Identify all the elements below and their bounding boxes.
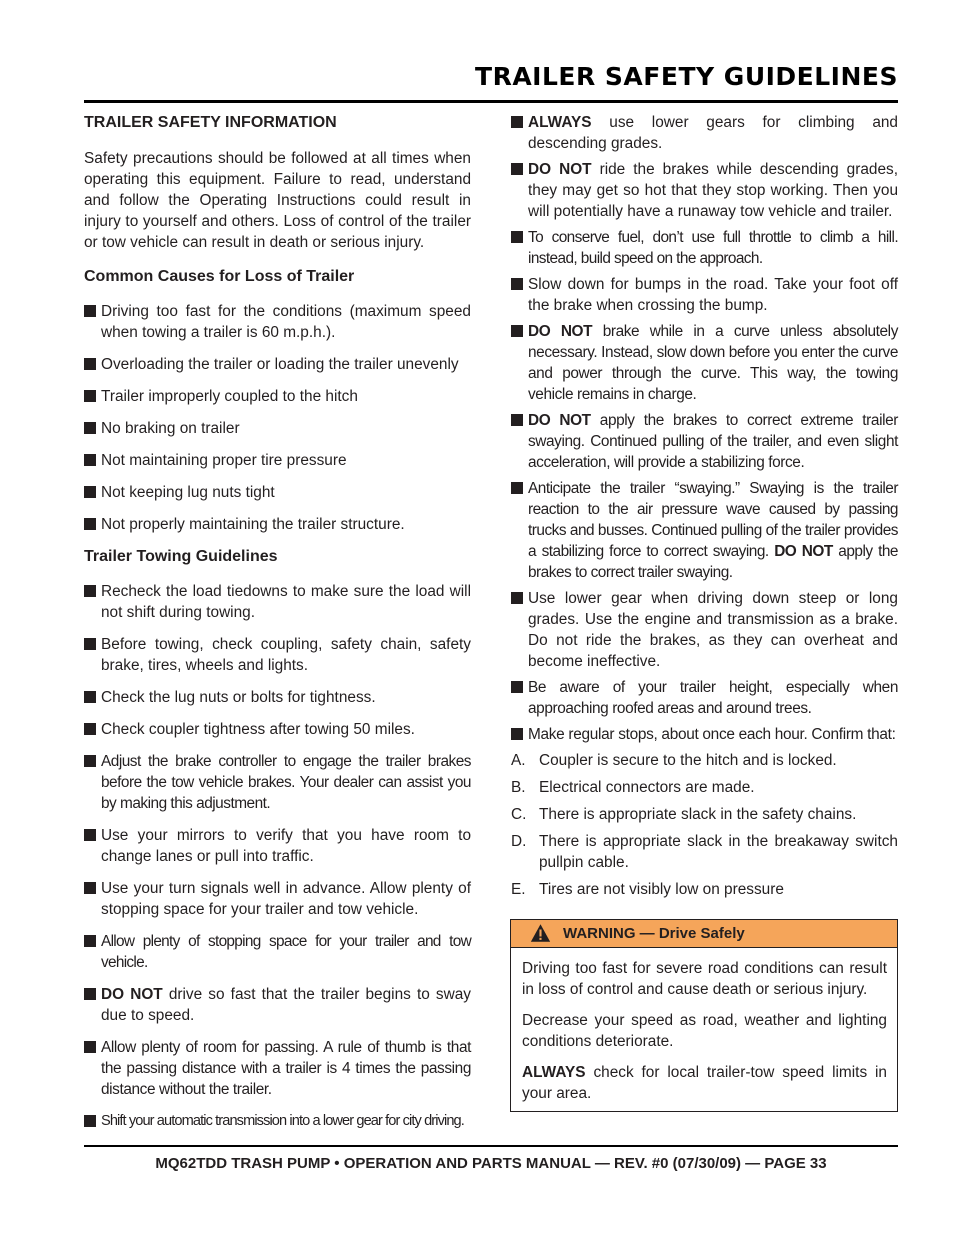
list-item: Not keeping lug nuts tight: [84, 482, 471, 503]
bullet-square-icon: [84, 518, 96, 530]
list-item: Before towing, check coupling, safety chain, safety brake, tires, wheels and lights.: [84, 634, 471, 676]
list-item: Anticipate the trailer “swaying.” Swaying is the trailer reaction to the air pressure wave caused by passing trucks and busses. Continued pulling of the trailer provides a stabilizing force to correct swaying. DO NOT apply the brakes to correct trailer swaying.: [511, 478, 898, 583]
bullet-square-icon: [511, 231, 523, 243]
bullet-square-icon: [84, 305, 96, 317]
bullet-square-icon: [511, 163, 523, 175]
list-item: Shift your automatic transmission into a lower gear for city driving.: [84, 1111, 471, 1132]
bullet-square-icon: [84, 935, 96, 947]
bullet-square-icon: [511, 325, 523, 337]
list-item: Not properly maintaining the trailer structure.: [84, 514, 471, 535]
list-item: Driving too fast for the conditions (maximum speed when towing a trailer is 60 m.p.h.).: [84, 301, 471, 343]
bullet-square-icon: [84, 390, 96, 402]
checklist-item: E. Tires are not visibly low on pressure: [511, 881, 784, 898]
list-item: Not maintaining proper tire pressure: [84, 450, 471, 471]
right-bullet-list: [511, 112, 898, 745]
section-title: TRAILER SAFETY INFORMATION: [84, 114, 337, 131]
bullet-square-icon: [511, 278, 523, 290]
list-item: Slow down for bumps in the road. Take your foot off the brake when crossing the bump.: [511, 274, 898, 316]
list-item: ALWAYS use lower gears for climbing and descending grades.: [511, 112, 898, 154]
list-item: Check coupler tightness after towing 50 miles.: [84, 719, 471, 740]
list-item: Allow plenty of stopping space for your trailer and tow vehicle.: [84, 931, 471, 973]
checklist: [511, 750, 898, 900]
bullet-square-icon: [84, 585, 96, 597]
list-item: Trailer improperly coupled to the hitch: [84, 386, 471, 407]
bullet-square-icon: [84, 1115, 96, 1127]
bullet-square-icon: [84, 691, 96, 703]
left-column: [84, 112, 471, 1143]
bullet-square-icon: [84, 882, 96, 894]
list-item: Adjust the brake controller to engage the trailer brakes before the tow vehicle brakes. Your dealer can assist you by making this adjustment.: [84, 751, 471, 814]
title-rule: [84, 100, 898, 103]
bullet-square-icon: [84, 358, 96, 370]
list-item: Use your mirrors to verify that you have room to change lanes or pull into traffic.: [84, 825, 471, 867]
list-item: Overloading the trailer or loading the trailer unevenly: [84, 354, 471, 375]
bullet-square-icon: [84, 422, 96, 434]
checklist-item: C. There is appropriate slack in the safety chains.: [511, 806, 857, 823]
causes-heading: Common Causes for Loss of Trailer: [84, 268, 355, 285]
bullet-square-icon: [84, 638, 96, 650]
warning-paragraph: Driving too fast for severe road conditions can result in loss of control and cause death or serious injury.: [522, 960, 887, 998]
footer-rule: [84, 1145, 898, 1147]
causes-list: [84, 301, 471, 535]
bullet-square-icon: [511, 592, 523, 604]
bullet-square-icon: [84, 454, 96, 466]
page-title: TRAILER SAFETY GUIDELINES: [475, 62, 898, 91]
bullet-square-icon: [84, 723, 96, 735]
warning-triangle-icon: [530, 923, 551, 943]
towing-list: [84, 581, 471, 1132]
list-item: Use your turn signals well in advance. Allow plenty of stopping space for your trailer and tow vehicle.: [84, 878, 471, 920]
bullet-square-icon: [84, 829, 96, 841]
bullet-square-icon: [84, 755, 96, 767]
bullet-square-icon: [511, 482, 523, 494]
list-item: No braking on trailer: [84, 418, 471, 439]
bullet-square-icon: [511, 728, 523, 740]
bullet-square-icon: [84, 486, 96, 498]
list-item: Make regular stops, about once each hour. Confirm that:: [511, 724, 898, 745]
checklist-item: B. Electrical connectors are made.: [511, 779, 755, 796]
towing-heading: Trailer Towing Guidelines: [84, 548, 278, 565]
list-item: Use lower gear when driving down steep or long grades. Use the engine and transmission as a brake. Do not ride the brakes, as they can overheat and become ineffective.: [511, 588, 898, 672]
warning-box: [510, 919, 898, 1112]
list-item: DO NOT drive so fast that the trailer begins to sway due to speed.: [84, 984, 471, 1026]
page-footer: MQ62TDD TRASH PUMP • OPERATION AND PARTS MANUAL — REV. #0 (07/30/09) — PAGE 33: [155, 1155, 827, 1172]
list-item: To conserve fuel, don’t use full throttle to climb a hill. instead, build speed on the approach.: [511, 227, 898, 269]
bullet-square-icon: [511, 414, 523, 426]
warning-header: [511, 920, 897, 948]
list-item: Be aware of your trailer height, especially when approaching roofed areas and around trees.: [511, 677, 898, 719]
checklist-item: A. Coupler is secure to the hitch and is locked.: [511, 752, 837, 769]
checklist-item: D. There is appropriate slack in the breakaway switch pullpin cable.: [511, 833, 898, 871]
list-item: Recheck the load tiedowns to make sure the load will not shift during towing.: [84, 581, 471, 623]
list-item: DO NOT ride the brakes while descending grades, they may get so hot that they stop working. Then you will potentially have a runaway tow vehicle and trailer.: [511, 159, 898, 222]
bullet-square-icon: [511, 116, 523, 128]
list-item: Allow plenty of room for passing. A rule of thumb is that the passing distance with a trailer is 4 times the passing distance without the trailer.: [84, 1037, 471, 1100]
bullet-square-icon: [84, 988, 96, 1000]
warning-body: [511, 948, 897, 1104]
warning-title: WARNING — Drive Safely: [563, 925, 745, 942]
warning-paragraph: Decrease your speed as road, weather and lighting conditions deteriorate.: [522, 1012, 887, 1050]
right-column: [511, 112, 898, 906]
list-item: DO NOT brake while in a curve unless absolutely necessary. Instead, slow down before you enter the curve and power through the curve. This way, the towing vehicle remains in charge.: [511, 321, 898, 405]
list-item: DO NOT apply the brakes to correct extreme trailer swaying. Continued pulling of the trailer, and even slight acceleration, will provide a stabilizing force.: [511, 410, 898, 473]
intro-paragraph: Safety precautions should be followed at all times when operating this equipment. Failure to read, understand and follow the Operating Instructions could result in injury to yourself and others. Loss of control of the trailer or tow vehicle can result in death or serious injury.: [84, 150, 471, 251]
warning-paragraph: ALWAYS check for local trailer-tow speed limits in your area.: [522, 1064, 887, 1102]
bullet-square-icon: [84, 1041, 96, 1053]
bullet-square-icon: [511, 681, 523, 693]
list-item: Check the lug nuts or bolts for tightness.: [84, 687, 471, 708]
